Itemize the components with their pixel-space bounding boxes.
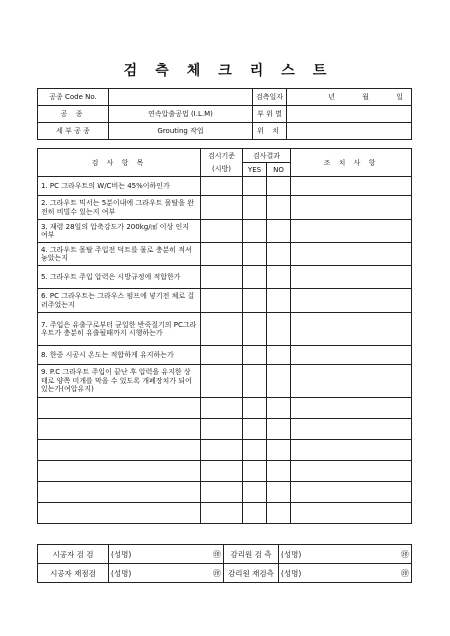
empty-cell[interactable] [38,503,201,524]
check-item: 5. 그라우트 주입 압력은 시방규정에 적합한가 [38,266,201,289]
empty-cell[interactable] [38,482,201,503]
title-char: 스 [281,63,295,79]
table-row [38,220,412,243]
empty-cell[interactable] [243,503,267,524]
contractor-reinspect-signature[interactable] [109,564,224,583]
empty-cell[interactable] [243,482,267,503]
code-label: 공종 Code No. [38,89,109,106]
yes-cell[interactable] [243,196,267,220]
check-item: 4. 그라우트 몰탈 주입전 덕트를 물로 충분히 적셔 놓았는지 [38,243,201,266]
action-cell[interactable] [291,313,412,346]
work-value: 연속압출공법 (I.L.M) [109,106,253,123]
no-cell[interactable] [267,289,291,313]
signature-table [37,544,412,583]
action-cell[interactable] [291,266,412,289]
action-cell[interactable] [291,365,412,398]
action-cell[interactable] [291,220,412,243]
empty-row [38,503,412,524]
checklist-table [37,148,412,524]
empty-row [38,461,412,482]
title-char: 측 [155,63,169,79]
empty-cell[interactable] [38,461,201,482]
empty-cell[interactable] [201,461,243,482]
name-label: (성명) [111,549,132,559]
table-row [38,243,412,266]
col-yes-header: YES [243,163,267,177]
empty-cell[interactable] [201,398,243,419]
date-value-cell[interactable] [287,89,412,106]
empty-cell[interactable] [291,503,412,524]
detail-label: 세 부 공 종 [38,123,109,140]
no-cell[interactable] [267,177,291,196]
part-label: 부 위 별 [253,106,287,123]
empty-cell[interactable] [267,419,291,440]
title-char: 크 [218,63,232,79]
empty-cell[interactable] [38,398,201,419]
empty-cell[interactable] [291,419,412,440]
title-char: 체 [186,63,201,79]
detail-value: Grouting 작업 [109,123,253,140]
date-label: 검측일자 [253,89,287,106]
yes-cell[interactable] [243,346,267,365]
table-row [38,266,412,289]
action-cell[interactable] [291,243,412,266]
code-value-cell[interactable] [109,89,253,106]
yes-cell[interactable] [243,220,267,243]
work-label: 공 종 [38,106,109,123]
yes-cell[interactable] [243,365,267,398]
supervisor-reinspect-signature[interactable] [279,564,412,583]
check-item: 7. 주입은 유출구로부터 균일한 반죽질기의 PC그라우트가 충분히 유출될때까지 시행하는가 [38,313,201,346]
empty-cell[interactable] [38,440,201,461]
seal-mark: ㊞ [213,568,221,578]
supervisor-inspect-label: 감리원 검 측 [224,545,279,564]
empty-cell[interactable] [291,482,412,503]
empty-cell[interactable] [267,503,291,524]
no-cell[interactable] [267,196,291,220]
title-char: 리 [249,63,264,79]
empty-cell[interactable] [267,482,291,503]
empty-row [38,440,412,461]
empty-cell[interactable] [243,440,267,461]
empty-cell[interactable] [201,482,243,503]
criteria-cell[interactable] [201,196,243,220]
table-row [38,365,412,398]
yes-cell[interactable] [243,243,267,266]
no-cell[interactable] [267,266,291,289]
yes-cell[interactable] [243,313,267,346]
criteria-cell[interactable] [201,266,243,289]
no-cell[interactable] [267,243,291,266]
table-row [38,196,412,220]
empty-cell[interactable] [291,440,412,461]
col-no-header: NO [267,163,291,177]
date-year: 년 [328,93,335,101]
date-month: 월 [362,93,369,101]
criteria-cell[interactable] [201,289,243,313]
table-row [38,313,412,346]
contractor-reinspect-label: 시공자 재점검 [38,564,109,583]
empty-cell[interactable] [243,398,267,419]
action-cell[interactable] [291,346,412,365]
date-day: 일 [396,93,403,101]
check-item: 9. P.C 그라우트 주입이 끝난 후 압력을 유지한 상태로 양쪽 미개를 막을 수 있도록 개폐장치가 되어 있는가(여압유지) [38,365,201,398]
empty-cell[interactable] [267,461,291,482]
col-action-header: 조 치 사 항 [291,149,412,177]
check-item: 2. 그라우트 믹서는 5분이내에 그라우트 몰탈을 완전히 비빌수 있는지 여부 [38,196,201,220]
col-criteria-header-1: 검시기준 [201,149,243,163]
contractor-inspect-signature[interactable] [109,545,224,564]
action-cell[interactable] [291,196,412,220]
col-criteria-header-2: (시방) [201,163,243,177]
info-table [37,88,412,140]
criteria-cell[interactable] [201,346,243,365]
location-value-cell[interactable] [287,123,412,140]
no-cell[interactable] [267,346,291,365]
yes-cell[interactable] [243,266,267,289]
col-result-header: 검사결과 [243,149,291,163]
check-item: 6. PC 그라우트는 그라우스 펌프에 넣기전 체로 걸러주었는지 [38,289,201,313]
table-row [38,346,412,365]
criteria-cell[interactable] [201,313,243,346]
empty-cell[interactable] [267,398,291,419]
supervisor-inspect-signature[interactable] [279,545,412,564]
criteria-cell[interactable] [201,220,243,243]
check-item: 3. 재령 28일의 압축강도가 200kg/㎠ 이상 인지 여부 [38,220,201,243]
seal-mark: ㊞ [401,568,409,578]
empty-cell[interactable] [291,461,412,482]
table-row [38,177,412,196]
yes-cell[interactable] [243,289,267,313]
empty-row [38,482,412,503]
empty-cell[interactable] [243,419,267,440]
location-label: 위 치 [253,123,287,140]
empty-cell[interactable] [38,419,201,440]
check-item: 1. PC 그라우트의 W/C비는 45%이하인가 [38,177,201,196]
col-item-header: 검 사 항 목 [38,149,201,177]
empty-cell[interactable] [201,503,243,524]
empty-row [38,419,412,440]
name-label: (성명) [281,568,302,578]
no-cell[interactable] [267,220,291,243]
part-value-cell[interactable] [287,106,412,123]
empty-cell[interactable] [291,398,412,419]
criteria-cell[interactable] [201,177,243,196]
action-cell[interactable] [291,289,412,313]
page-title [0,60,450,80]
action-cell[interactable] [291,177,412,196]
criteria-cell[interactable] [201,243,243,266]
seal-mark: ㊞ [213,549,221,559]
seal-mark: ㊞ [401,549,409,559]
yes-cell[interactable] [243,177,267,196]
name-label: (성명) [111,568,132,578]
contractor-inspect-label: 시공자 검 검 [38,545,109,564]
empty-row [38,398,412,419]
empty-cell[interactable] [201,440,243,461]
criteria-cell[interactable] [201,365,243,398]
empty-cell[interactable] [267,440,291,461]
title-char: 검 [123,63,138,79]
no-cell[interactable] [267,313,291,346]
supervisor-reinspect-label: 감리원 재검측 [224,564,279,583]
table-row [38,289,412,313]
name-label: (성명) [281,549,302,559]
empty-cell[interactable] [243,461,267,482]
empty-cell[interactable] [201,419,243,440]
no-cell[interactable] [267,365,291,398]
check-item: 8. 한중 시공시 온도는 적합하게 유지하는가 [38,346,201,365]
title-char: 트 [312,63,327,79]
